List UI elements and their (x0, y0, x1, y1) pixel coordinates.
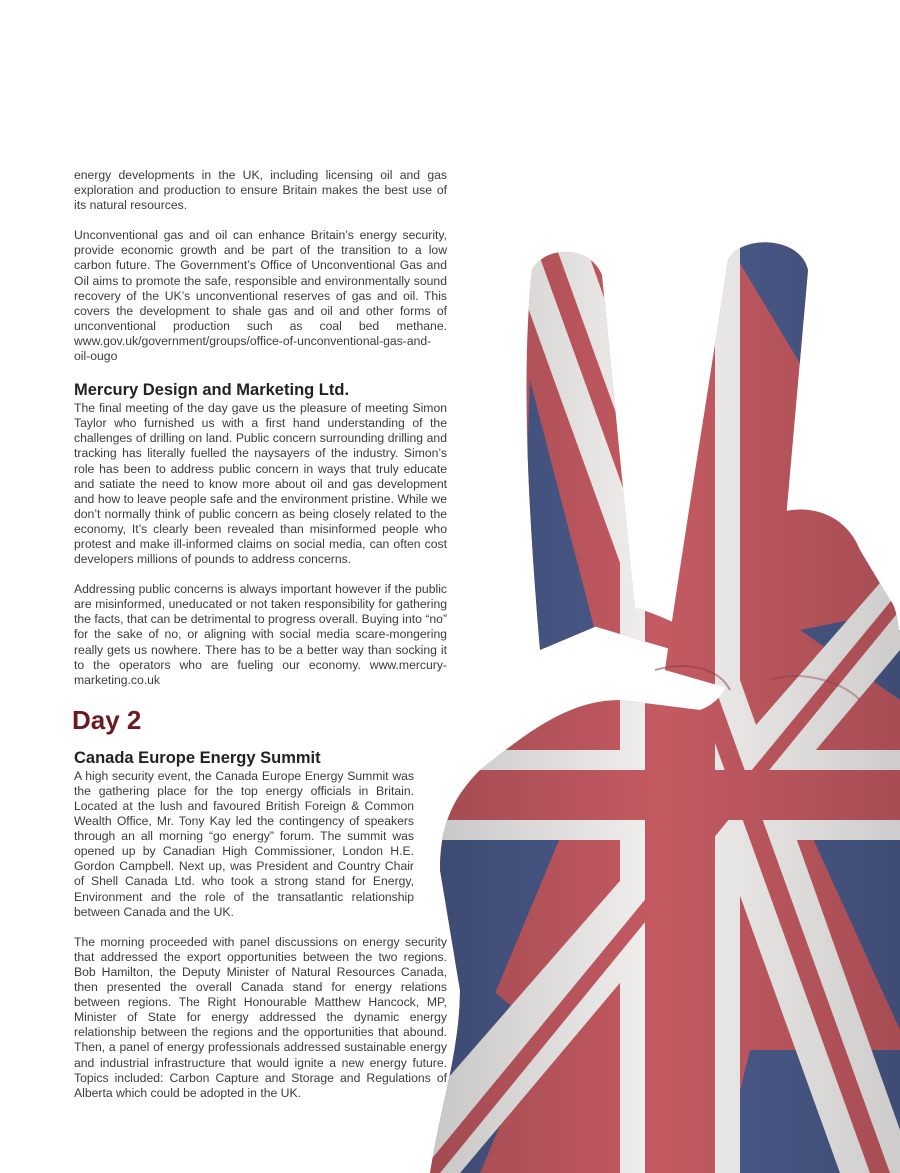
intro-paragraph-2: Unconventional gas and oil can enhance Britain’s energy security, provide economic growth and be part of the transition to a low carbon future. The Government’s Office of Unconventional Gas and Oil aims to promote the safe, responsible and environmentally sound recovery of the UK’s unconventional reserves of gas and oil. This covers the development to shale gas and oil and other forms of unconventional production such as coal bed methane. www.gov.uk/government/groups/office-of-unconventional-gas-and-oil-ougo (74, 228, 447, 364)
day-2-heading: Day 2 (72, 704, 142, 735)
mercury-paragraph-2: Addressing public concerns is always important however if the public are misinformed, uneducated or not taken responsibility for gathering the facts, that can be detrimental to progress overall. Buying into “no” for the sake of no, or aligning with social media scare-mongering really gets us nowhere. There has to be a better way than socking it to the operators who are fueling our economy. www.mercury-marketing.co.uk (74, 582, 447, 687)
summit-paragraph-2: The morning proceeded with panel discussions on energy security that addressed the export opportunities between the two regions. Bob Hamilton, the Deputy Minister of Natural Resources Canada, then presented the overall Canada stand for energy relations between regions. The Right Honourable Matthew Hancock, MP, Minister of State for energy addressed the dynamic energy relationship between the regions and the opportunities that abound. Then, a panel of energy professionals addressed sustainable energy and industrial infrastructure that would ignite a new energy future. Topics included: Carbon Capture and Storage and Regulations of Alberta which could be adopted in the UK. (74, 934, 447, 1100)
union-jack-peace-hand-image (420, 230, 900, 1173)
intro-paragraph-1: energy developments in the UK, including licensing oil and gas exploration and production to ensure Britain makes the best use of its natural resources. (74, 168, 447, 213)
mercury-paragraph-1: The final meeting of the day gave us the pleasure of meeting Simon Taylor who furnished us with a first hand understanding of the challenges of drilling on land. Public concern surrounding drilling and tracking has literally fuelled the naysayers of the industry. Simon’s role has been to address public concern in ways that truly educate and satiate the need to know more about oil and gas development and how to leave people safe and the environment pristine. While we don’t normally think of public concern as being closely related to the economy, It’s clearly been revealed than misinformed people who protest and make ill-informed claims on social media, can often cost developers millions of pounds to address concerns. (74, 401, 447, 567)
summit-paragraph-1: A high security event, the Canada Europe Energy Summit was the gathering place for the top energy officials in Britain. Located at the lush and favoured British Foreign & Common Wealth Office, Mr. Tony Kay led the contingency of speakers through an all morning “go energy” forum. The summit was opened up by Canadian High Commissioner, London H.E. Gordon Campbell. Next up, was President and Country Chair of Shell Canada Ltd. who took a strong stand for Energy, Environment and the role of the transatlantic relationship between Canada and the UK. (74, 768, 414, 919)
article-column (74, 168, 447, 1116)
mercury-heading: Mercury Design and Marketing Ltd. (74, 381, 350, 400)
summit-heading: Canada Europe Energy Summit (74, 748, 321, 767)
